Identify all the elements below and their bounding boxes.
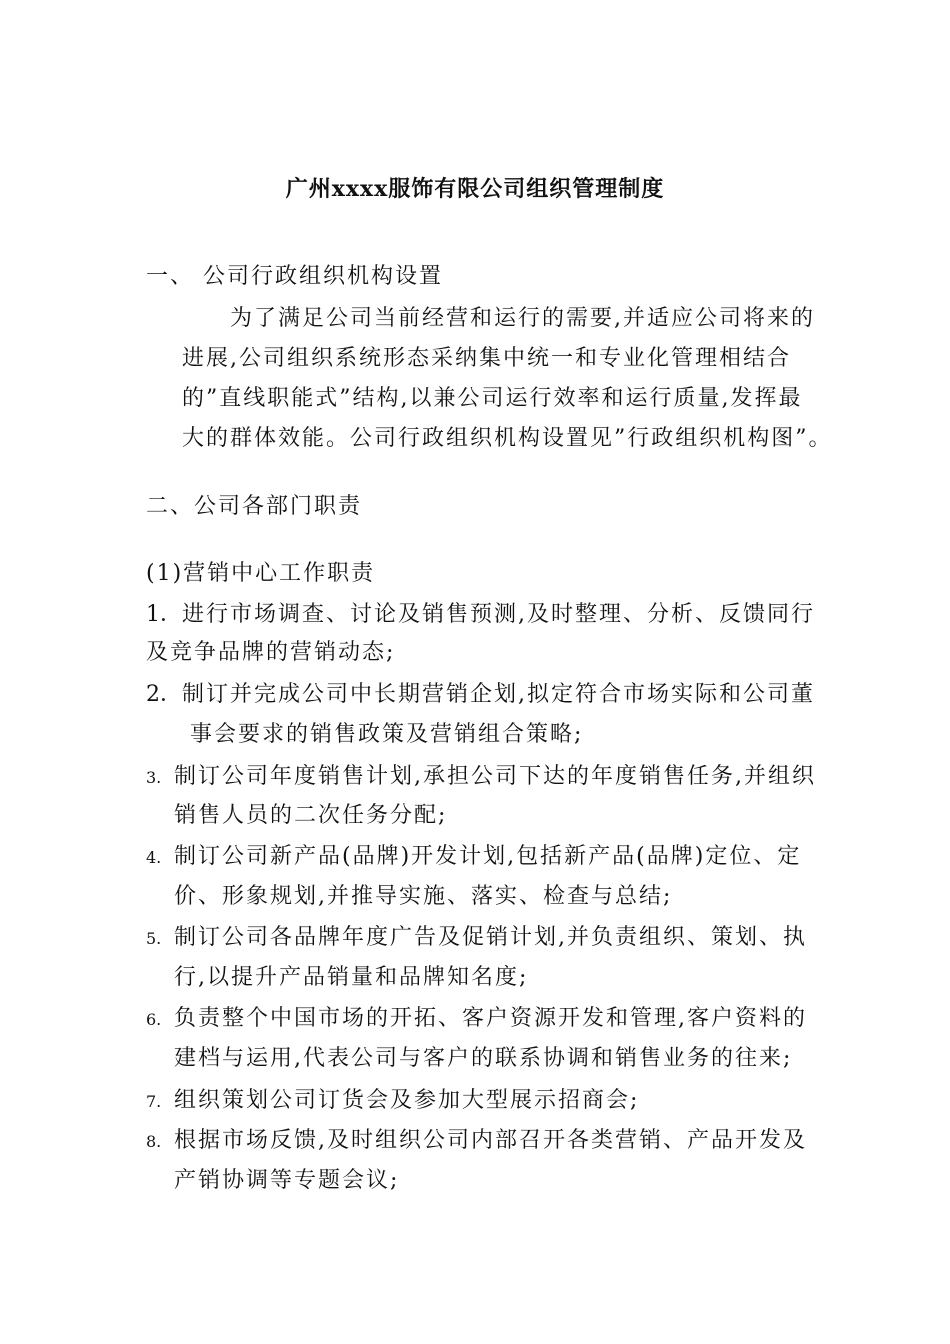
document-title: 广州xxxx服饰有限公司组织管理制度: [285, 176, 665, 202]
section1-heading: 公司行政组织机构设置: [203, 264, 444, 289]
list-item-text: 制订公司年度销售计划,承担公司下达的年度销售任务,并组织: [174, 764, 816, 789]
list-item-continuation: 及竞争品牌的营销动态;: [146, 640, 396, 665]
list-item-continuation: 产销协调等专题会议;: [174, 1168, 400, 1193]
list-item: [146, 923, 807, 954]
section1-para-line: 为了满足公司当前经营和运行的需要,并适应公司将来的: [230, 306, 815, 331]
list-item-text: 制订公司新产品(品牌)开发计划,包括新产品(品牌)定位、定: [174, 844, 802, 869]
list-item-text: 制订公司各品牌年度广告及促销计划,并负责组织、策划、执: [174, 925, 807, 950]
list-item-number: 6.: [146, 1010, 162, 1029]
list-item: [146, 600, 815, 630]
section1-para-line: 进展,公司组织系统形态采纳集中统一和专业化管理相结合: [182, 346, 791, 371]
section1-para-line: 大的群体效能。公司行政组织机构设置见”行政组织机构图”。: [182, 426, 833, 451]
list-item-text: 组织策划公司订货会及参加大型展示招商会;: [174, 1088, 640, 1113]
list-item: [146, 1126, 807, 1157]
list-item-number: 5.: [146, 929, 162, 948]
list-item-continuation: 建档与运用,代表公司与客户的联系协调和销售业务的往来;: [174, 1046, 793, 1071]
list-item: [146, 1004, 807, 1035]
list-item-text: 进行市场调查、讨论及销售预测,及时整理、分析、反馈同行: [182, 602, 815, 627]
section1-marker: 一、: [146, 264, 195, 289]
list-item-continuation: 销售人员的二次任务分配;: [174, 803, 448, 828]
section2-subheading: (1)营销中心工作职责: [146, 561, 376, 586]
list-item: [146, 842, 801, 873]
list-item: [146, 680, 815, 710]
section1-para-line: 的”直线职能式”结构,以兼公司运行效率和运行质量,发挥最: [182, 386, 803, 411]
list-item-continuation: 价、形象规划,并推导实施、落实、检查与总结;: [174, 884, 673, 909]
section2-heading: 二、公司各部门职责: [146, 494, 363, 519]
list-item: [146, 1086, 639, 1117]
list-item-number: 8.: [146, 1132, 162, 1151]
list-item: [146, 762, 816, 793]
list-item-number: 3.: [146, 768, 162, 787]
list-item-text: 负责整个中国市场的开拓、客户资源开发和管理,客户资料的: [174, 1006, 807, 1031]
list-item-continuation: 事会要求的销售政策及营销组合策略;: [190, 722, 584, 747]
list-item-number: 7.: [146, 1092, 162, 1111]
list-item-text: 根据市场反馈,及时组织公司内部召开各类营销、产品开发及: [174, 1128, 807, 1153]
list-item-number: 4.: [146, 848, 162, 867]
list-item-number: 2．: [146, 682, 182, 707]
list-item-number: 1．: [146, 602, 182, 627]
list-item-text: 制订并完成公司中长期营销企划,拟定符合市场实际和公司董: [182, 682, 815, 707]
list-item-continuation: 行,以提升产品销量和品牌知名度;: [174, 965, 529, 990]
